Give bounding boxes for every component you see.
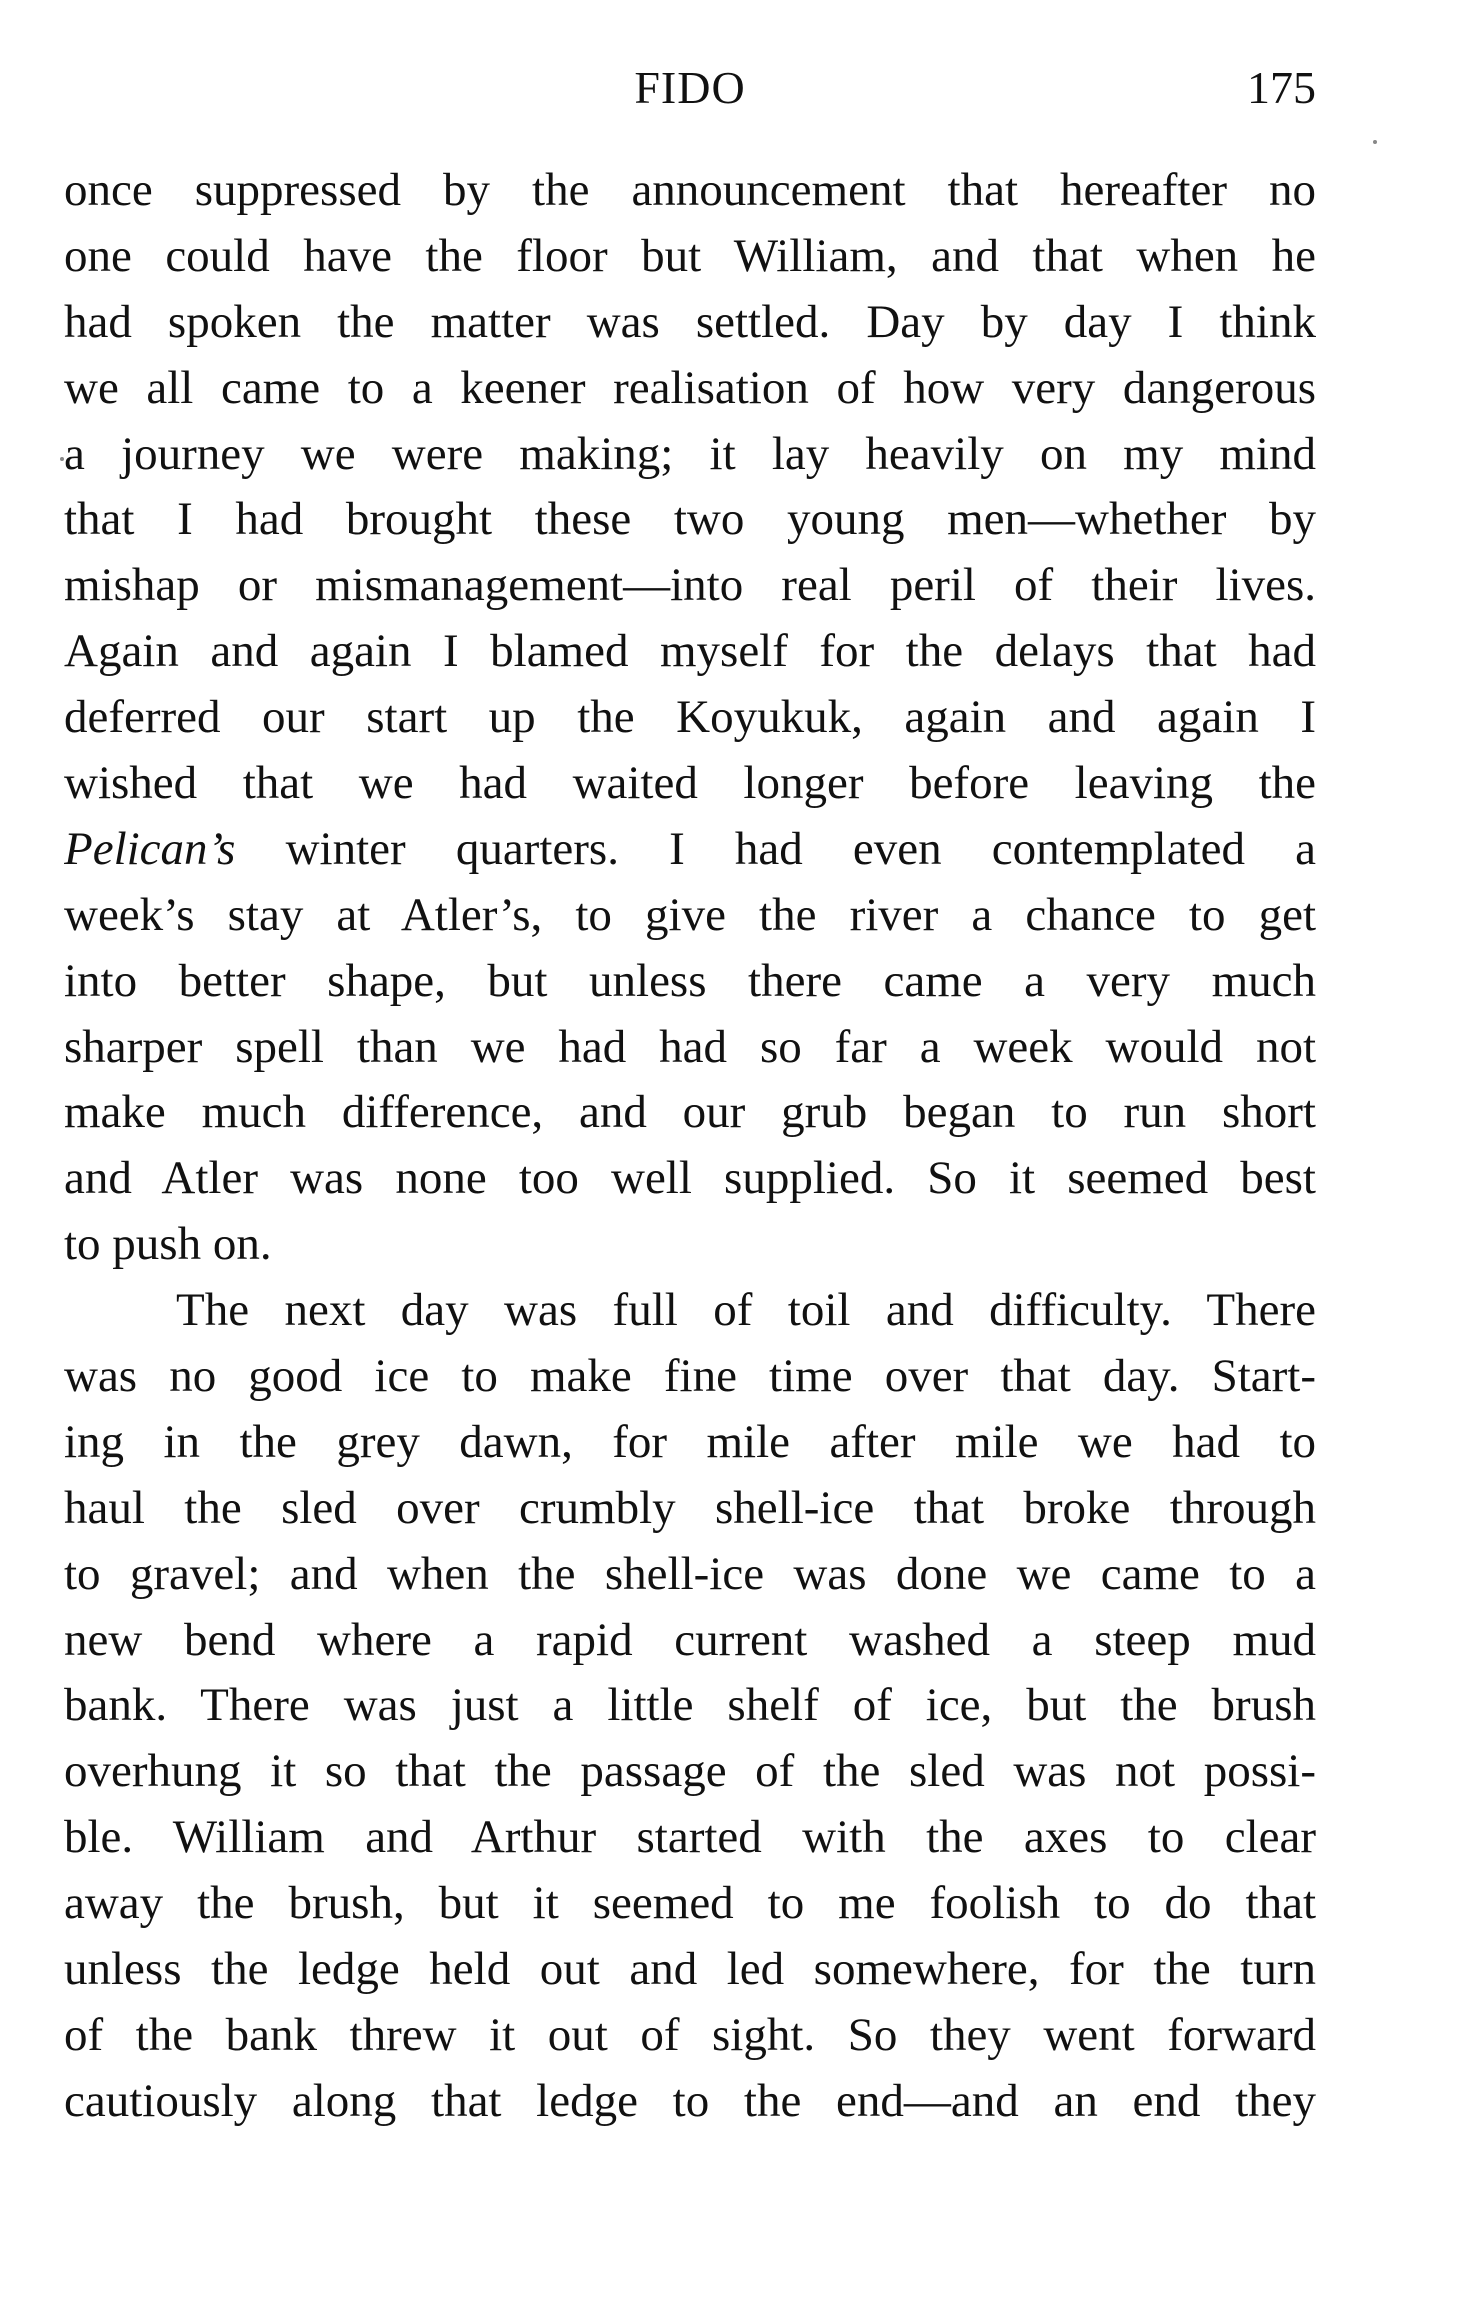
running-title: FIDO [634,62,746,113]
text-line: ing in the grey dawn, for mile after mile we had to [64,1415,1316,1468]
text-line: sharper spell than we had had so far a week would not [64,1020,1316,1073]
text-line-rest: winter quarters. I had even contemplated a [285,822,1316,875]
page-number: 175 [1247,62,1316,113]
body-text [64,158,1316,2135]
print-speck [1373,140,1377,144]
text-line: we all came to a keener realisation of how very dangerous [64,361,1316,414]
text-line: cautiously along that ledge to the end—and an end they [64,2074,1316,2127]
text-line: into better shape, but unless there came a very much [64,954,1316,1007]
text-line: ble. William and Arthur started with the axes to clear [64,1811,1316,1864]
print-speck [60,457,64,461]
text-line: make much difference, and our grub began to run short [64,1086,1316,1139]
text-line: mishap or mismanagement—into real peril of their lives. [64,559,1316,612]
ship-name: Pelican’s [64,822,236,875]
text-line: to push on. [64,1218,272,1271]
text-line: bank. There was just a little shelf of ice, but the brush [64,1679,1316,1732]
text-line: to gravel; and when the shell-ice was done we came to a [64,1547,1316,1600]
text-line: Again and again I blamed myself for the delays that had [64,625,1316,678]
text-line: once suppressed by the announcement that hereafter no [64,164,1316,216]
text-line: The next day was full of toil and difficulty. There [176,1284,1316,1337]
text-line: had spoken the matter was settled. Day by day I think [64,295,1316,348]
running-head [64,58,1316,118]
text-line: of the bank threw it out of sight. So they went forward [64,2008,1316,2061]
text-line: one could have the floor but William, and that when he [64,229,1316,282]
text-line: away the brush, but it seemed to me foolish to do that [64,1877,1316,1930]
text-line: overhung it so that the passage of the sled was not possi- [64,1745,1316,1798]
text-line: unless the ledge held out and led somewhere, for the turn [64,1943,1316,1996]
text-line: wished that we had waited longer before leaving the [64,757,1316,810]
text-line: new bend where a rapid current washed a steep mud [64,1613,1316,1666]
text-line: was no good ice to make fine time over that day. Start- [64,1350,1316,1403]
text-line: haul the sled over crumbly shell-ice that broke through [64,1481,1316,1534]
text-line: week’s stay at Atler’s, to give the river a chance to get [64,888,1316,941]
text-line: that I had brought these two young men—whether by [64,493,1316,546]
text-line: deferred our start up the Koyukuk, again and again I [64,691,1316,744]
text-line: and Atler was none too well supplied. So it seemed best [64,1152,1316,1205]
text-line [64,817,1316,883]
text-line: a journey we were making; it lay heavily on my mind [64,427,1316,480]
